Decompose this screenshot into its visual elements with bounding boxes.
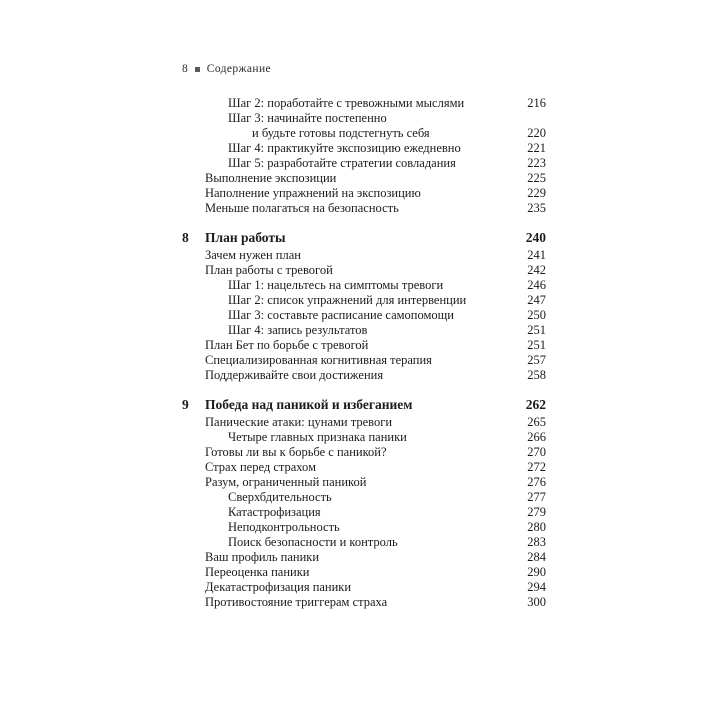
entry-title: Шаг 3: составьте расписание самопомощи: [228, 308, 454, 322]
toc-entry-row: [182, 445, 546, 460]
toc-entry-row: [182, 156, 546, 171]
entry-page-number: 242: [527, 263, 546, 277]
toc-entry-row: [182, 430, 546, 445]
toc-chapter-row: [182, 397, 546, 412]
entry-title: Разум, ограниченный паникой: [205, 475, 367, 489]
toc-entry-row: [182, 293, 546, 308]
entry-title: Шаг 2: список упражнений для интервенции: [228, 293, 467, 307]
entry-title: Сверхбдительность: [228, 490, 332, 504]
entry-title: Шаг 5: разработайте стратегии совладания: [228, 156, 456, 170]
entry-page-number: 300: [527, 595, 546, 609]
entry-page-number: 223: [527, 156, 546, 170]
entry-page-number: 270: [527, 445, 546, 459]
entry-title: Страх перед страхом: [205, 460, 316, 474]
entry-title: План Бет по борьбе с тревогой: [205, 338, 369, 352]
entry-page-number: 262: [525, 397, 546, 412]
entry-title: Катастрофизация: [228, 505, 321, 519]
toc-entry-row: [182, 353, 546, 368]
toc-entry-row: [182, 580, 546, 595]
entry-title: Панические атаки: цунами тревоги: [205, 415, 393, 429]
entry-title: Поиск безопасности и контроль: [228, 535, 398, 549]
toc-list: [182, 96, 546, 610]
toc-entry-row: [182, 415, 546, 430]
toc-entry-row: [182, 111, 546, 126]
toc-entry-row: [182, 201, 546, 216]
toc-entry-row: [182, 278, 546, 293]
running-header: [182, 63, 271, 75]
entry-page-number: 250: [527, 308, 546, 322]
entry-page-number: 247: [527, 293, 546, 307]
toc-entry-row: [182, 323, 546, 338]
toc-entry-row: [182, 490, 546, 505]
square-bullet-icon: [195, 67, 200, 72]
entry-title: План работы: [205, 230, 286, 245]
entry-title: Противостояние триггерам страха: [205, 595, 388, 609]
entry-title: План работы с тревогой: [205, 263, 333, 277]
toc-entry-row: [182, 171, 546, 186]
entry-title: Шаг 3: начинайте постепенно: [228, 111, 387, 125]
entry-title: Шаг 2: поработайте с тревожными мыслями: [228, 96, 465, 110]
entry-title: и будьте готовы подстегнуть себя: [252, 126, 430, 140]
toc-entry-row: [182, 368, 546, 383]
toc-entry-row: [182, 535, 546, 550]
entry-page-number: 235: [527, 201, 546, 215]
entry-page-number: 251: [527, 323, 546, 337]
entry-page-number: 229: [527, 186, 546, 200]
entry-title: Ваш профиль паники: [205, 550, 320, 564]
entry-page-number: 280: [527, 520, 546, 534]
entry-title: Четыре главных признака паники: [228, 430, 407, 444]
chapter-number: 9: [182, 397, 189, 412]
entry-title: Шаг 1: нацельтесь на симптомы тревоги: [228, 278, 444, 292]
toc-entry-row: [182, 308, 546, 323]
entry-page-number: 240: [525, 230, 546, 245]
entry-page-number: 251: [527, 338, 546, 352]
entry-page-number: 283: [527, 535, 546, 549]
toc-entry-row: [182, 595, 546, 610]
entry-title: Специализированная когнитивная терапия: [205, 353, 432, 367]
entry-title: Неподконтрольность: [228, 520, 340, 534]
entry-title: Декатастрофизация паники: [205, 580, 352, 594]
toc-entry-row: [182, 460, 546, 475]
entry-title: Готовы ли вы к борьбе с паникой?: [205, 445, 387, 459]
entry-title: Переоценка паники: [205, 565, 310, 579]
toc-entry-row: [182, 550, 546, 565]
entry-title: Шаг 4: практикуйте экспозицию ежедневно: [228, 141, 461, 155]
entry-title: Зачем нужен план: [205, 248, 301, 262]
entry-page-number: 266: [527, 430, 546, 444]
entry-page-number: 272: [527, 460, 546, 474]
entry-page-number: 294: [527, 580, 546, 594]
entry-page-number: 225: [527, 171, 546, 185]
entry-page-number: 216: [527, 96, 546, 110]
toc-entry-row: [182, 565, 546, 580]
entry-title: Меньше полагаться на безопасность: [205, 201, 399, 215]
entry-page-number: 221: [527, 141, 546, 155]
toc-entry-row: [182, 475, 546, 490]
toc-entry-row: [182, 126, 546, 141]
entry-page-number: 220: [527, 126, 546, 140]
toc-entry-row: [182, 520, 546, 535]
entry-title: Наполнение упражнений на экспозицию: [205, 186, 421, 200]
entry-page-number: 284: [527, 550, 546, 564]
header-page-number: 8: [182, 63, 188, 75]
toc-entry-row: [182, 505, 546, 520]
toc-entry-row: [182, 96, 546, 111]
entry-page-number: 279: [527, 505, 546, 519]
toc-entry-row: [182, 141, 546, 156]
toc-chapter-row: [182, 230, 546, 245]
chapter-number: 8: [182, 230, 189, 245]
entry-page-number: 241: [527, 248, 546, 262]
entry-page-number: 257: [527, 353, 546, 367]
entry-page-number: 258: [527, 368, 546, 382]
toc-entry-row: [182, 186, 546, 201]
entry-page-number: 265: [527, 415, 546, 429]
entry-page-number: 290: [527, 565, 546, 579]
toc-entry-row: [182, 263, 546, 278]
entry-title: Шаг 4: запись результатов: [228, 323, 368, 337]
entry-title: Победа над паникой и избеганием: [205, 397, 413, 412]
entry-title: Поддерживайте свои достижения: [205, 368, 384, 382]
entry-page-number: 246: [527, 278, 546, 292]
entry-page-number: 277: [527, 490, 546, 504]
header-title: Содержание: [206, 63, 272, 75]
entry-page-number: 276: [527, 475, 546, 489]
toc-entry-row: [182, 248, 546, 263]
toc-entry-row: [182, 338, 546, 353]
entry-title: Выполнение экспозиции: [205, 171, 337, 185]
